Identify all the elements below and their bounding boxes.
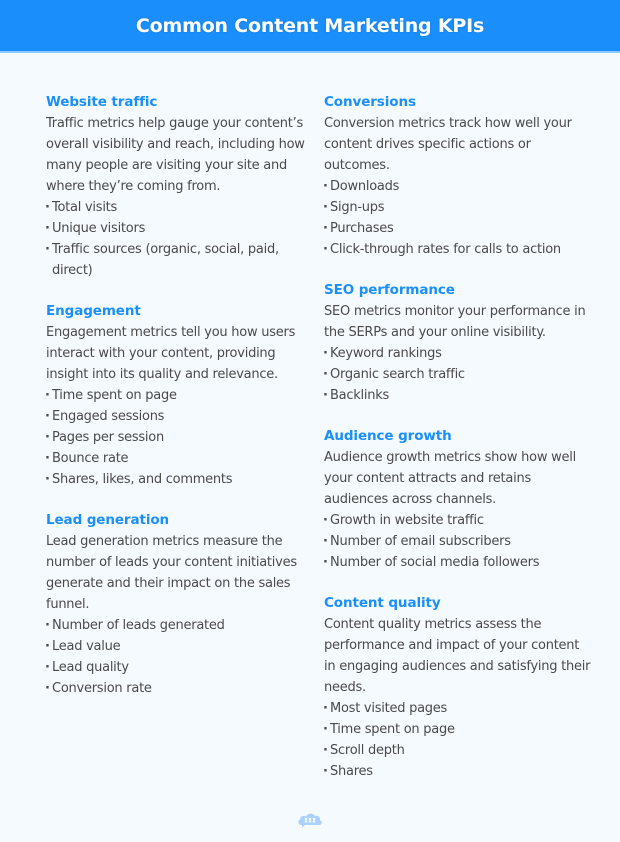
section-content-quality: [324, 593, 594, 782]
list-item: · Pages per session: [46, 427, 306, 448]
kpi-list: [46, 615, 306, 699]
section-description: Conversion metrics track how well your content drives specific actions or outcomes.: [324, 116, 572, 173]
list-item: · Unique visitors: [46, 218, 306, 239]
section-heading: Website traffic: [46, 94, 158, 110]
cloud-logo-icon: [296, 810, 324, 828]
section-heading: Lead generation: [46, 512, 170, 528]
section-heading: Content quality: [324, 595, 441, 611]
list-item: · Organic search traffic: [324, 364, 594, 385]
list-item: · Total visits: [46, 197, 306, 218]
section-audience-growth: [324, 426, 594, 573]
list-item: · Shares: [324, 761, 594, 782]
list-item: · Purchases: [324, 218, 594, 239]
list-item: · Time spent on page: [46, 385, 306, 406]
kpi-list: [46, 385, 306, 490]
section-conversions: [324, 92, 594, 260]
list-item: · Keyword rankings: [324, 343, 594, 364]
section-description: Audience growth metrics show how well your content attracts and retains audiences across channels.: [324, 450, 576, 507]
section-lead-generation: [46, 510, 306, 699]
list-item: · Sign-ups: [324, 197, 594, 218]
section-description: Content quality metrics assess the performance and impact of your content in engaging audiences and satisfying their needs.: [324, 617, 591, 695]
section-description: Engagement metrics tell you how users interact with your content, providing insight into its quality and relevance.: [46, 325, 296, 382]
section-website-traffic: [46, 92, 306, 281]
section-description: SEO metrics monitor your performance in the SERPs and your online visibility.: [324, 304, 586, 340]
list-item: · Lead value: [46, 636, 306, 657]
right-column: [324, 92, 594, 802]
list-item: · Conversion rate: [46, 678, 306, 699]
left-column: [46, 92, 306, 719]
section-heading: Audience growth: [324, 428, 452, 444]
kpi-list: [324, 176, 594, 260]
kpi-list: [324, 510, 594, 573]
list-item: · Number of email subscribers: [324, 531, 594, 552]
list-item: · Number of social media followers: [324, 552, 594, 573]
list-item: · Time spent on page: [324, 719, 594, 740]
list-item: · Backlinks: [324, 385, 594, 406]
header-banner: [0, 0, 620, 53]
list-item: · Most visited pages: [324, 698, 594, 719]
list-item: · Bounce rate: [46, 448, 306, 469]
list-item: · Lead quality: [46, 657, 306, 678]
list-item: · Click-through rates for calls to action: [324, 239, 594, 260]
section-heading: Engagement: [46, 303, 141, 319]
list-item: · Growth in website traffic: [324, 510, 594, 531]
page-title: Common Content Marketing KPIs: [135, 14, 485, 37]
list-item: · Traffic sources (organic, social, paid, direct): [46, 239, 306, 281]
kpi-list: [46, 197, 306, 281]
section-engagement: [46, 301, 306, 490]
section-description: Traffic metrics help gauge your content’s overall visibility and reach, including how many people are visiting your site and where they’re coming from.: [46, 116, 305, 194]
section-seo-performance: [324, 280, 594, 406]
list-item: · Engaged sessions: [46, 406, 306, 427]
list-item: · Downloads: [324, 176, 594, 197]
list-item: · Shares, likes, and comments: [46, 469, 306, 490]
list-item: · Scroll depth: [324, 740, 594, 761]
section-description: Lead generation metrics measure the number of leads your content initiatives generate and their impact on the sales funnel.: [46, 534, 297, 612]
section-heading: SEO performance: [324, 282, 455, 298]
kpi-list: [324, 343, 594, 406]
list-item: · Number of leads generated: [46, 615, 306, 636]
section-heading: Conversions: [324, 94, 416, 110]
kpi-list: [324, 698, 594, 782]
